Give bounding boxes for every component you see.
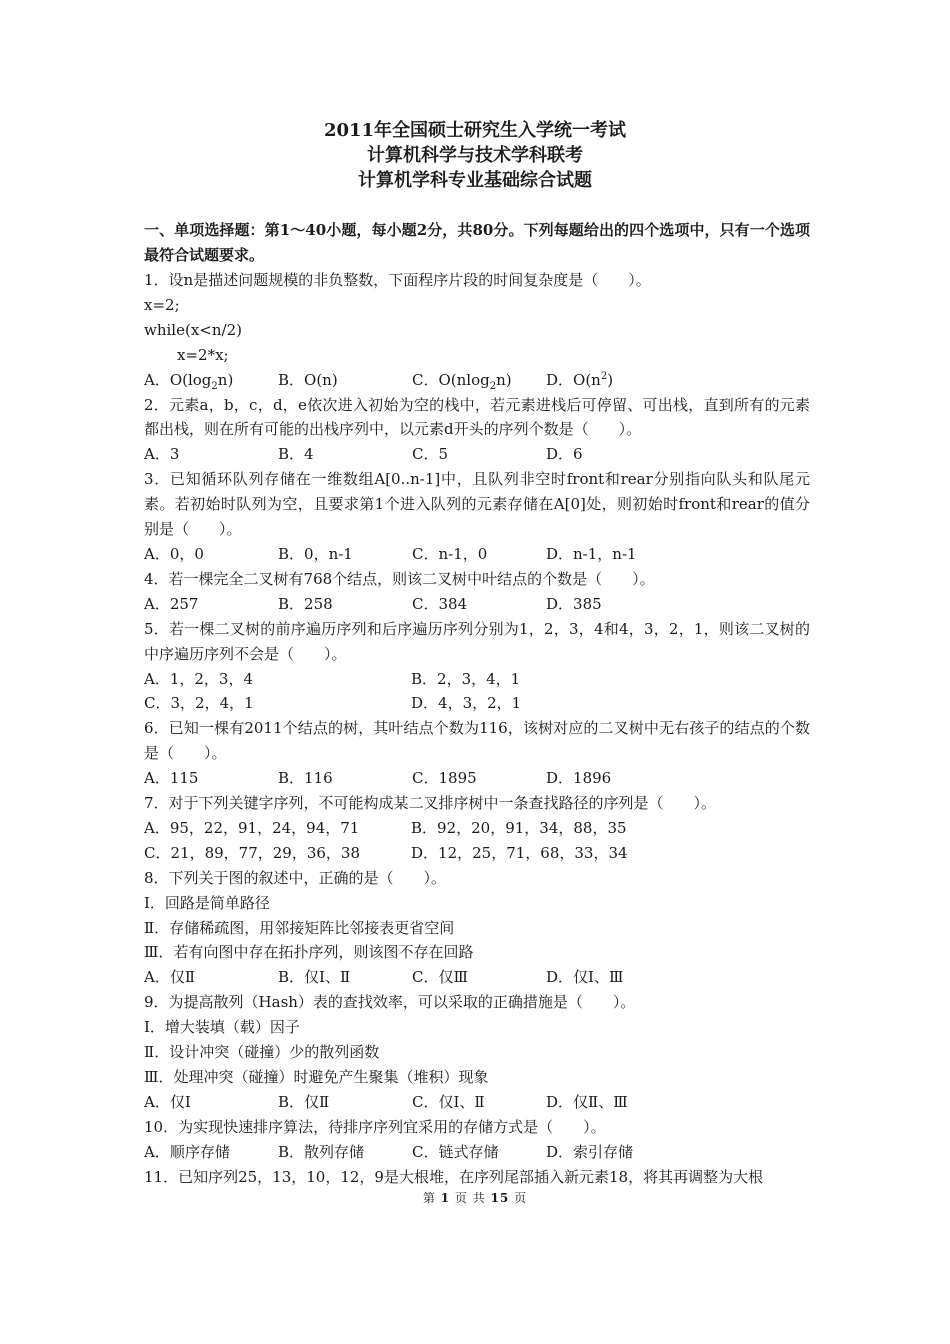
option-a: A．3	[144, 445, 180, 464]
footer-prefix: 第	[422, 1191, 436, 1205]
question-9-options	[144, 1090, 810, 1115]
option-c: C．仅Ⅰ、Ⅱ	[412, 1092, 485, 1111]
question-9-statement: Ⅱ．设计冲突（碰撞）少的散列函数	[144, 1043, 380, 1062]
option-b: B．116	[278, 769, 333, 788]
option-d: D．索引存储	[546, 1142, 634, 1161]
option-a: A．仅Ⅰ	[144, 1092, 191, 1111]
exam-title: 2011年全国硕士研究生入学统一考试	[323, 120, 627, 141]
option-d: D．1896	[546, 769, 612, 788]
option-c: C．3，2，4，1	[144, 694, 254, 713]
option-c: C．链式存储	[412, 1142, 499, 1161]
page-footer	[0, 1189, 950, 1207]
option-d: D．385	[546, 594, 602, 613]
option-b: B．仅Ⅱ	[278, 1092, 330, 1111]
question-7-stem: 7．对于下列关键字序列，不可能构成某二叉排序树中一条查找路径的序列是（ ）。	[144, 794, 717, 813]
option-b: B．4	[278, 445, 314, 464]
option-b: B．2，3，4，1	[411, 669, 521, 688]
option-d: D．$O(n^2)$	[546, 370, 614, 389]
question-6-options	[144, 766, 810, 791]
option-d: D．6	[546, 445, 583, 464]
question-11-stem: 11．已知序列25，13，10，12，9是大根堆，在序列尾部插入新元素18，将其再调整为大根	[144, 1167, 764, 1186]
option-a: A．0，0	[144, 544, 204, 563]
question-9-stem: 9．为提高散列（Hash）表的查找效率，可以采取的正确措施是（ ）。	[144, 993, 636, 1012]
option-a: A．95，22，91，24，94，71	[144, 818, 360, 837]
option-d: D．n-1，n-1	[546, 544, 637, 563]
option-a: A．1，2，3，4	[144, 669, 254, 688]
section-heading: 一、单项选择题：第1～40小题，每小题2分，共80分。下列每题给出的四个选项中，只有一个选项最符合试题要求。	[144, 221, 810, 264]
option-b: B．仅Ⅰ、Ⅱ	[278, 968, 351, 987]
footer-mid: 页 共	[454, 1191, 486, 1205]
question-1-options	[144, 368, 810, 393]
question-5-options-row-2	[144, 691, 810, 716]
option-c: C．1895	[412, 769, 477, 788]
question-1-code-line: x=2;	[144, 295, 180, 314]
question-8-options	[144, 965, 810, 990]
question-7-options-row-2	[144, 841, 810, 866]
exam-subtitle: 计算机科学与技术学科联考	[367, 145, 583, 166]
question-3-stem: 3．已知循环队列存储在一维数组A[0..n-1]中，且队列非空时front和rear分别指向队头和队尾元素。若初始时队列为空，且要求第1个进入队列的元素存储在A[0]处，则初始时front和rear的值分别是（ ）。	[144, 470, 810, 539]
option-b: B．O(n)	[278, 370, 338, 389]
exam-paper-name: 计算机学科专业基础综合试题	[358, 170, 592, 191]
option-d: D．仅Ⅱ、Ⅲ	[546, 1092, 628, 1111]
question-6-stem: 6．已知一棵有2011个结点的树，其叶结点个数为116，该树对应的二叉树中无右孩子的结点的个数是（ ）。	[144, 719, 810, 763]
option-c: C．仅Ⅲ	[412, 968, 468, 987]
question-9-statement: Ⅰ．增大装填（载）因子	[144, 1018, 300, 1037]
question-10-options	[144, 1140, 810, 1165]
option-a: A．257	[144, 594, 199, 613]
exam-content	[144, 218, 810, 1190]
question-5-options-row-1	[144, 667, 810, 692]
page-number: 1	[440, 1191, 451, 1205]
question-2-options	[144, 442, 810, 467]
option-a: A．顺序存储	[144, 1142, 230, 1161]
option-d: D．4，3，2，1	[411, 694, 522, 713]
option-c: C．O(nlog$_2$n)	[412, 370, 512, 392]
question-3-options	[144, 542, 810, 567]
question-1-code-line: x=2*x;	[177, 345, 229, 364]
question-8-stem: 8．下列关于图的叙述中，正确的是（ ）。	[144, 868, 447, 887]
page-total: 15	[490, 1191, 510, 1205]
question-1-code-line: while(x<n/2)	[144, 320, 242, 339]
option-b: B．散列存储	[278, 1142, 365, 1161]
option-d: D．12，25，71，68，33，34	[411, 843, 628, 862]
option-c: C．21，89，77，29，36，38	[144, 843, 360, 862]
question-9-statement: Ⅲ．处理冲突（碰撞）时避免产生聚集（堆积）现象	[144, 1068, 489, 1086]
question-2-stem: 2．元素a，b，c，d，e依次进入初始为空的栈中，若元素进栈后可停留、可出栈，直到所有的元素都出栈，则在所有可能的出栈序列中，以元素d开头的序列个数是（ ）。	[144, 395, 810, 439]
option-a: A．$O(\log_2n)$	[144, 370, 234, 392]
question-7-options-row-1	[144, 816, 810, 841]
option-c: C．384	[412, 594, 468, 613]
option-c: C．5	[412, 445, 449, 464]
question-4-stem: 4．若一棵完全二叉树有768个结点，则该二叉树中叶结点的个数是（ ）。	[144, 569, 655, 588]
question-10-stem: 10．为实现快速排序算法，待排序序列宜采用的存储方式是（ ）。	[144, 1117, 606, 1136]
question-1-stem: 1．设n是描述问题规模的非负整数，下面程序片段的时间复杂度是（ ）。	[144, 271, 651, 289]
question-8-statement: Ⅲ．若有向图中存在拓扑序列，则该图不存在回路	[144, 943, 474, 962]
option-b: B．0，n-1	[278, 544, 353, 563]
option-d: D．仅Ⅰ、Ⅲ	[546, 968, 624, 987]
question-8-statement: Ⅰ．回路是简单路径	[144, 893, 270, 912]
question-8-statement: Ⅱ．存储稀疏图，用邻接矩阵比邻接表更省空间	[144, 918, 455, 937]
footer-suffix: 页	[514, 1191, 528, 1205]
question-4-options	[144, 592, 810, 617]
exam-title-block	[0, 118, 950, 193]
option-a: A．仅Ⅱ	[144, 968, 196, 987]
option-a: A．115	[144, 769, 199, 788]
question-5-stem: 5．若一棵二叉树的前序遍历序列和后序遍历序列分别为1，2，3，4和4，3，2，1，则该二叉树的中序遍历序列不会是（ ）。	[144, 619, 810, 663]
option-c: C．n-1，0	[412, 544, 488, 563]
option-b: B．258	[278, 594, 333, 613]
option-b: B．92，20，91，34，88，35	[411, 818, 627, 837]
